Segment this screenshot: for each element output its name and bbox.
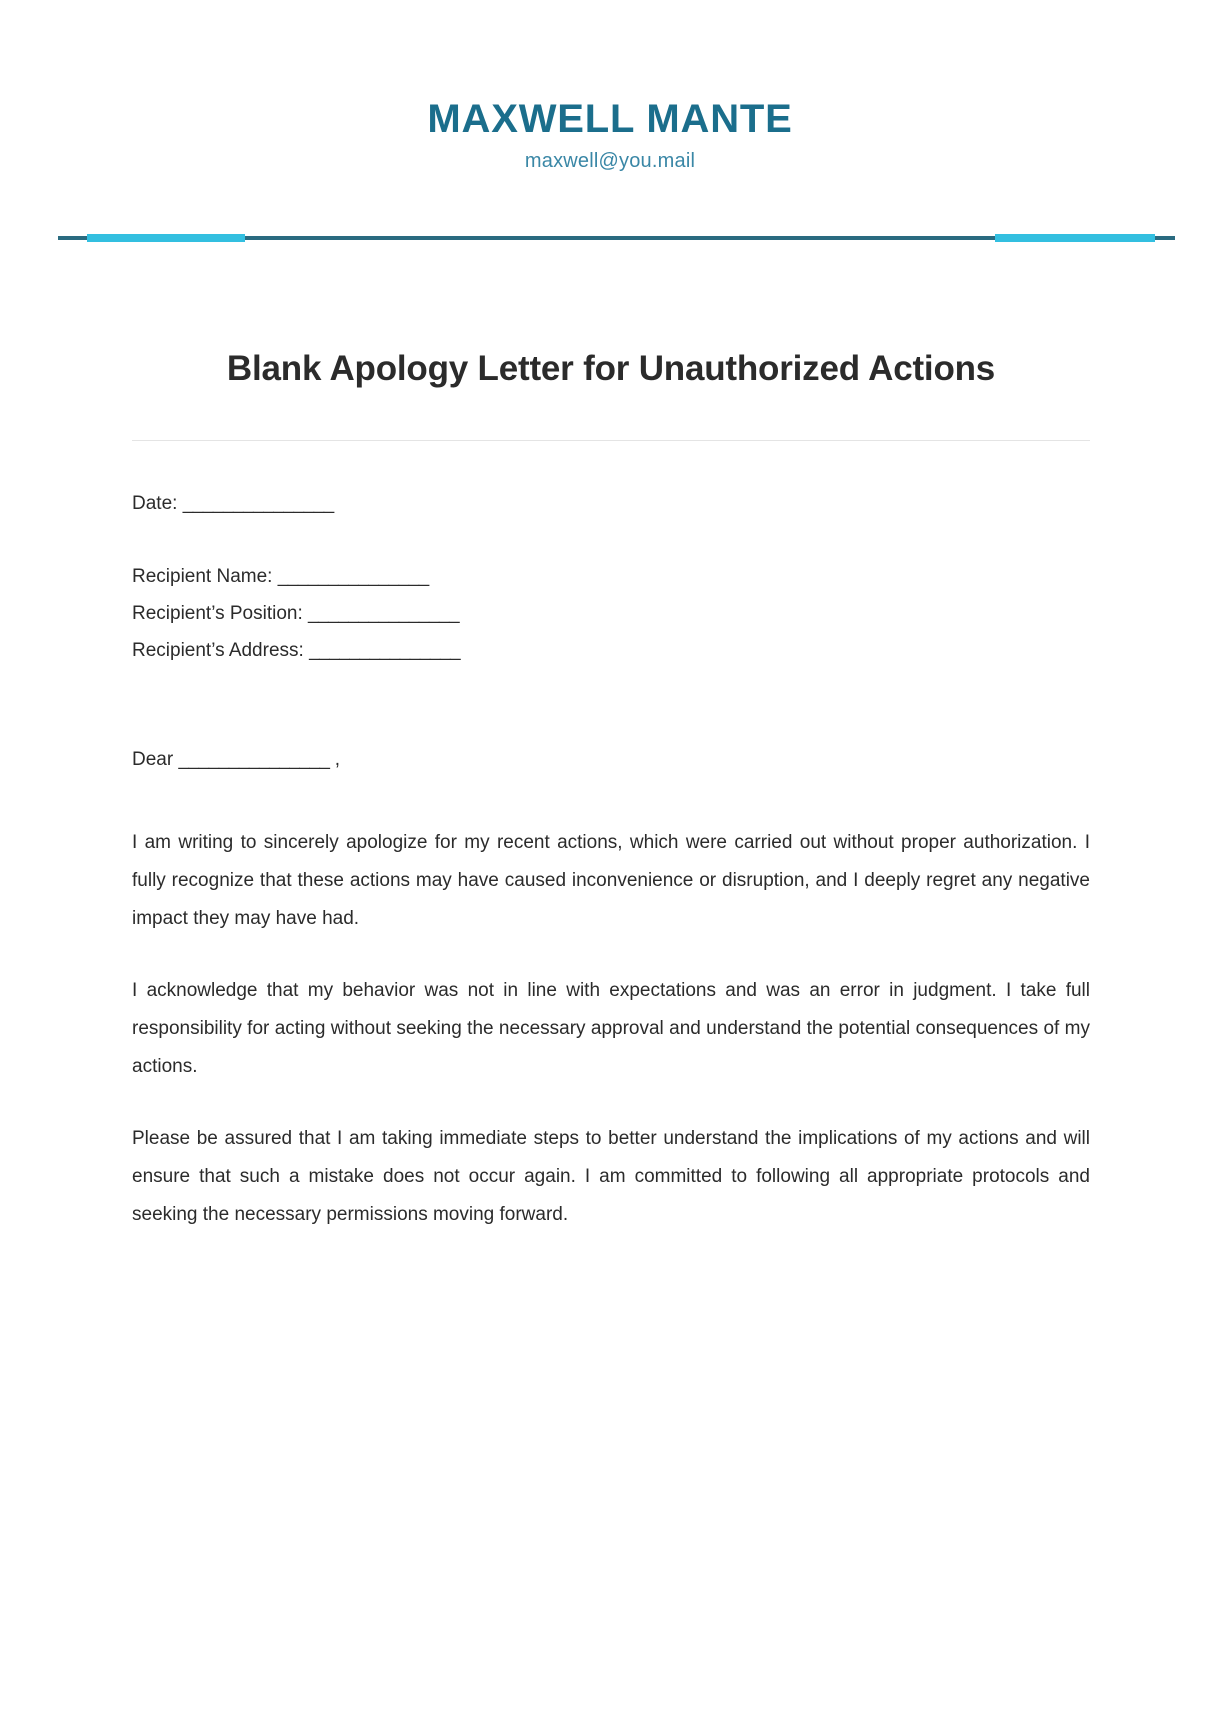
letter-body xyxy=(132,824,1090,1234)
title-divider xyxy=(132,440,1090,441)
recipient-position-blank[interactable]: _______________ xyxy=(308,603,460,625)
header-divider xyxy=(0,234,1220,242)
recipient-name-field xyxy=(132,558,1090,595)
date-label: Date: xyxy=(132,493,183,515)
recipient-address-field xyxy=(132,632,1090,669)
recipient-position-label: Recipient’s Position: xyxy=(132,603,309,625)
date-field xyxy=(132,485,1090,522)
body-paragraph: I am writing to sincerely apologize for my recent actions, which were carried out without proper authorization. I fully recognize that these actions may have caused inconvenience or disruption, and I deeply regret any negative impact they may have had. xyxy=(132,831,1090,929)
body-paragraph: I acknowledge that my behavior was not in line with expectations and was an error in judgment. I take full responsibility for acting without seeking the necessary approval and understand the potential consequences of my actions. xyxy=(132,979,1090,1077)
header-divider-accent-left xyxy=(87,234,245,242)
page-title: Blank Apology Letter for Unauthorized Actions xyxy=(226,349,996,388)
date-field-block xyxy=(132,485,1090,522)
body-paragraph: Please be assured that I am taking immediate steps to better understand the implications of my actions and will ensure that such a mistake does not occur again. I am committed to following all appropriate protocols and seeking the necessary permissions moving forward. xyxy=(132,1127,1090,1225)
salutation-line xyxy=(132,743,1090,777)
salutation-blank[interactable]: _______________ xyxy=(178,749,330,771)
recipient-position-field xyxy=(132,595,1090,632)
sender-email: maxwell@you.mail xyxy=(524,150,696,172)
sender-name: MAXWELL MANTE xyxy=(427,97,793,141)
document-content xyxy=(0,346,1220,1234)
recipient-name-blank[interactable]: _______________ xyxy=(277,566,429,588)
salutation-greeting: Dear xyxy=(132,749,179,771)
recipient-address-label: Recipient’s Address: xyxy=(132,640,310,662)
date-blank[interactable]: _______________ xyxy=(182,493,334,515)
recipient-field-block xyxy=(132,558,1090,669)
recipient-address-blank[interactable]: _______________ xyxy=(309,640,461,662)
header-divider-accent-right xyxy=(995,234,1155,242)
salutation-comma: , xyxy=(329,749,341,771)
recipient-name-label: Recipient Name: xyxy=(132,566,278,588)
letterhead xyxy=(0,0,1220,173)
